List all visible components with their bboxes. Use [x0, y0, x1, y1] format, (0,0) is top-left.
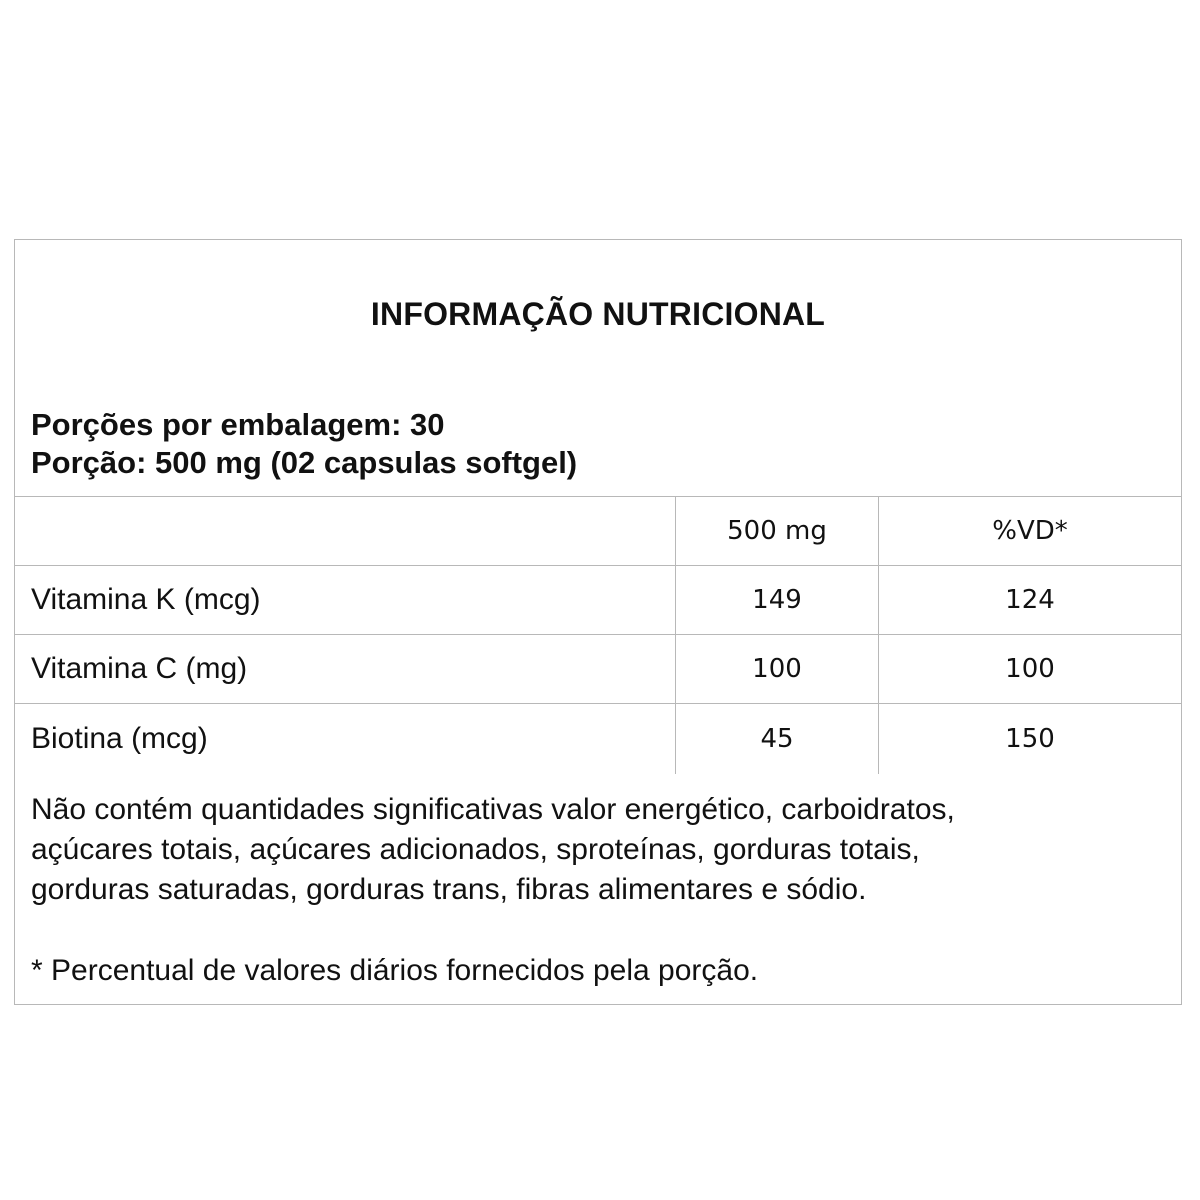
nutrient-name: Biotina (mcg) [31, 722, 208, 755]
daily-value-footnote: * Percentual de valores diários fornecidos pela porção. [31, 954, 759, 987]
nutrition-facts-panel [14, 239, 1182, 1005]
note-line: açúcares totais, açúcares adicionados, sproteínas, gorduras totais, [31, 833, 920, 866]
header-nutrient [31, 497, 671, 565]
nutrient-amount: 45 [675, 704, 878, 774]
nutrition-table [15, 496, 1181, 774]
table-header-row [15, 497, 1181, 566]
not-significant-note [31, 790, 1171, 910]
servings-per-package: Porções por embalagem: 30 [31, 407, 445, 442]
nutrient-daily-value: 100 [878, 635, 1181, 703]
nutrient-name: Vitamina C (mg) [31, 652, 248, 685]
note-line: Não contém quantidades significativas valor energético, carboidratos, [31, 793, 955, 826]
serving-info [31, 406, 577, 482]
nutrient-daily-value: 124 [878, 566, 1181, 634]
nutrient-name: Vitamina K (mcg) [31, 583, 261, 616]
note-line: gorduras saturadas, gorduras trans, fibras alimentares e sódio. [31, 873, 867, 906]
table-row [15, 704, 1181, 774]
header-amount: 500 mg [675, 497, 878, 565]
header-daily-value: %VD* [878, 497, 1181, 565]
serving-size: Porção: 500 mg (02 capsulas softgel) [31, 445, 578, 480]
nutrient-amount: 100 [675, 635, 878, 703]
nutrition-title: INFORMAÇÃO NUTRICIONAL [370, 296, 826, 332]
table-row [15, 635, 1181, 704]
nutrient-amount: 149 [675, 566, 878, 634]
table-row [15, 566, 1181, 635]
nutrient-daily-value: 150 [878, 704, 1181, 774]
